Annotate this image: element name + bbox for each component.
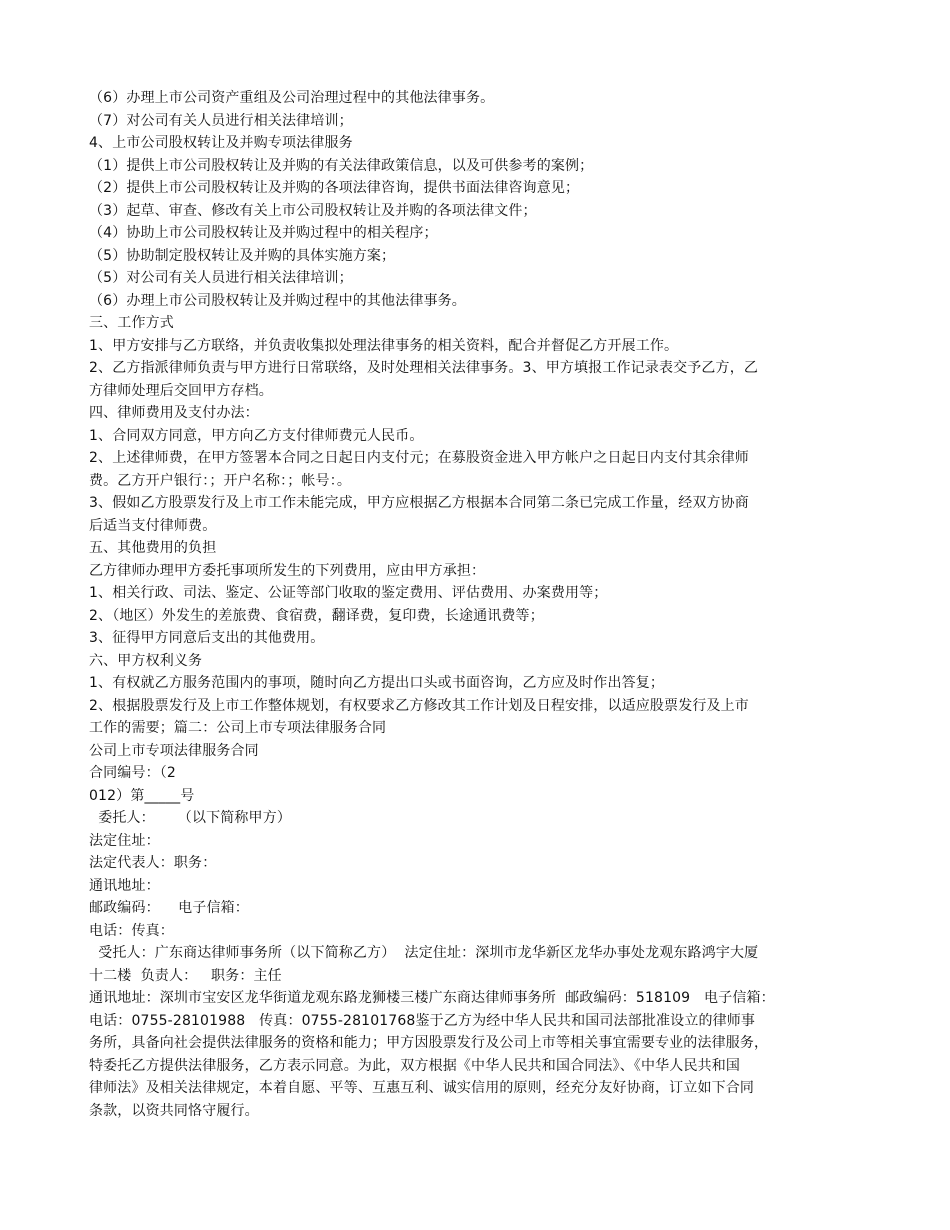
text-line: 通讯地址：深圳市宝安区龙华街道龙观东路龙狮楼三楼广东商达律师事务所 邮政编码：518109 电子信箱： [89,990,775,1006]
text-line: 2、上述律师费，在甲方签署本合同之日起日内支付元；在募股资金进入甲方帐户之日起日内支付其余律师 [89,450,749,466]
text-line: 十二楼 负责人： 职务：主任 [89,967,282,984]
postal-email-field: 邮政编码： 电子信箱： [89,900,249,916]
text-line: 2、根据股票发行及上市工作整体规划，有权要求乙方修改其工作计划及日程安排，以适应股票发行及上市 [89,697,749,714]
text-line: 2、乙方指派律师负责与甲方进行日常联络，及时处理相关法律事务。3、甲方填报工作记录表交予乙方，乙 [89,360,759,376]
text-line: 1、相关行政、司法、鉴定、公证等部门收取的鉴定费用、评估费用、办案费用等； [89,585,608,601]
text-line: （6）办理上市公司股权转让及并购过程中的其他法律事务。 [89,292,466,309]
section-heading: 六、甲方权利义务 [89,652,203,669]
text-line: 律师法》及相关法律规定，本着自愿、平等、互惠互利、诚实信用的原则，经充分友好协商，订立如下合同 [89,1080,755,1096]
text-line: （4）协助上市公司股权转让及并购过程中的相关程序； [89,225,438,241]
section-heading: 三、工作方式 [89,315,174,331]
text-line: 工作的需要；篇二：公司上市专项法律服务合同 [89,720,387,736]
text-line: 1、甲方安排与乙方联络，并负责收集拟处理法律事务的相关资料，配合并督促乙方开展工作。 [89,337,679,354]
text-line: （5）协助制定股权转让及并购的具体实施方案； [89,247,396,264]
text-line: 电话：0755-28101988 传真：0755-28101768鉴于乙方为经中华人民共和国司法部批准设立的律师事 [89,1012,756,1029]
text-line: 务所，具备向社会提供法律服务的资格和能力；甲方因股票发行及公司上市等相关事宜需要专业的法律服务， [89,1035,769,1051]
text-line: 后适当支付律师费。 [89,517,217,534]
text-line: 1、有权就乙方服务范围内的事项，随时向乙方提出口头或书面咨询，乙方应及时作出答复； [89,675,665,691]
text-line: （7）对公司有关人员进行相关法律培训； [89,112,353,129]
text-line: 3、假如乙方股票发行及上市工作未能完成，甲方应根据乙方根据本合同第二条已完成工作量，经双方协商 [89,495,749,511]
section-heading: 4、上市公司股权转让及并购专项法律服务 [89,135,353,151]
phone-fax-field: 电话：传真： [89,922,174,939]
client-field: 委托人： （以下简称甲方） [89,810,292,826]
text-line: （1）提供上市公司股权转让及并购的有关法律政策信息，以及可供参考的案例； [89,157,594,174]
contract-number: 合同编号：（2 [89,765,176,781]
trustee-field: 受托人：广东商达律师事务所（以下简称乙方） 法定住址：深圳市龙华新区龙华办事处龙观东路鸿宇大厦 [89,945,759,961]
text-line: 2、（地区）外发生的差旅费、食宿费，翻译费，复印费，长途通讯费等； [89,607,544,624]
address-field: 法定住址： [89,832,160,849]
text-line: 乙方律师办理甲方委托事项所发生的下列费用，应由甲方承担： [89,562,486,579]
text-line: （3）起草、审查、修改有关上市公司股权转让及并购的各项法律文件； [89,202,537,219]
document-body [89,87,879,1122]
text-line: （5）对公司有关人员进行相关法律培训； [89,270,353,286]
text-line: 条款，以资共同恪守履行。 [89,1102,259,1119]
text-line: 特委托乙方提供法律服务，乙方表示同意。为此，双方根据《中华人民共和国合同法》、《中华人民共和国 [89,1057,741,1074]
section-heading: 五、其他费用的负担 [89,540,217,556]
mailing-address-field: 通讯地址： [89,877,160,894]
text-line: 费。乙方开户银行：；开户名称：；帐号：。 [89,472,351,489]
text-line: 方律师处理后交回甲方存档。 [89,382,273,399]
text-line: （2）提供上市公司股权转让及并购的各项法律咨询，提供书面法律咨询意见； [89,180,580,196]
representative-field: 法定代表人：职务： [89,855,217,871]
text-line: 1、合同双方同意，甲方向乙方支付律师费元人民币。 [89,427,424,444]
contract-title: 公司上市专项法律服务合同 [89,742,259,759]
text-line: 3、征得甲方同意后支出的其他费用。 [89,630,325,646]
contract-number: 012）第_____号 [89,787,195,804]
text-line: （6）办理上市公司资产重组及公司治理过程中的其他法律事务。 [89,90,495,106]
section-heading: 四、律师费用及支付办法： [89,405,259,421]
